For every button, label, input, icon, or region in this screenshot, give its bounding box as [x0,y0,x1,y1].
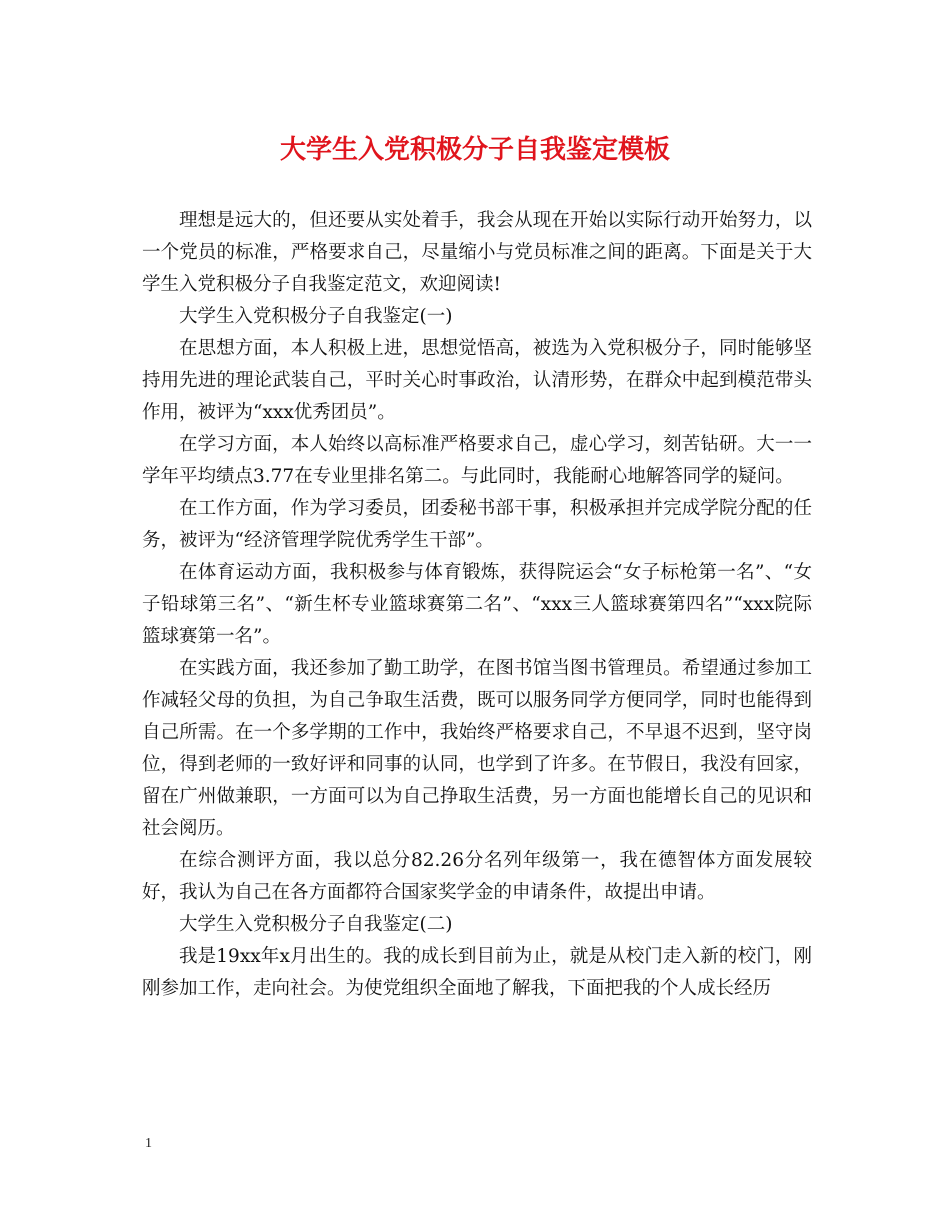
page-number: 1 [145,1136,152,1151]
intro-paragraph: 理想是远大的，但还要从实处着手，我会从现在开始以实际行动开始努力，以一个党员的标准，严格要求自己，尽量缩小与党员标准之间的距离。下面是关于大学生入党积极分子自我鉴定范文，欢迎阅读! [142,210,812,295]
document-body [142,205,812,1005]
section-heading-one: 大学生入党积极分子自我鉴定(一) [179,306,453,327]
practice-paragraph: 在实践方面，我还参加了勤工助学，在图书馆当图书管理员。希望通过参加工作减轻父母的负担，为自己争取生活费，既可以服务同学方便同学，同时也能得到自己所需。在一个多学期的工作中，我始终严格要求自己，不早退不迟到，坚守岗位，得到老师的一致好评和同事的认同，也学到了许多。在节假日，我没有回家，留在广州做兼职，一方面可以为自己挣取生活费，另一方面也能增长自己的见识和社会阅历。 [142,658,812,839]
thought-paragraph: 在思想方面，本人积极上进，思想觉悟高，被选为入党积极分子，同时能够坚持用先进的理论武装自己，平时关心时事政治，认清形势，在群众中起到模范带头作用，被评为“xxx优秀团员”。 [142,338,812,423]
section-heading-two: 大学生入党积极分子自我鉴定(二) [179,914,453,935]
work-paragraph: 在工作方面，作为学习委员，团委秘书部干事，积极承担并完成学院分配的任务，被评为“经济管理学院优秀学生干部”。 [142,498,812,551]
birth-paragraph: 我是19xx年x月出生的。我的成长到目前为止，就是从校门走入新的校门，刚刚参加工作，走向社会。为使党组织全面地了解我，下面把我的个人成长经历 [142,946,812,999]
study-paragraph: 在学习方面，本人始终以高标准严格要求自己，虚心学习，刻苦钻研。大一一学年平均绩点3.77在专业里排名第二。与此同时，我能耐心地解答同学的疑问。 [142,434,812,487]
document-title: 大学生入党积极分子自我鉴定模板 [279,135,670,165]
evaluation-paragraph: 在综合测评方面，我以总分82.26分名列年级第一，我在德智体方面发展较好，我认为自己在各方面都符合国家奖学金的申请条件，故提出申请。 [142,850,812,903]
sports-paragraph: 在体育运动方面，我积极参与体育锻炼，获得院运会“女子标枪第一名”、“女子铅球第三名”、“新生杯专业篮球赛第二名”、“xxx三人篮球赛第四名”“xxx院际篮球赛第一名”。 [142,562,812,647]
